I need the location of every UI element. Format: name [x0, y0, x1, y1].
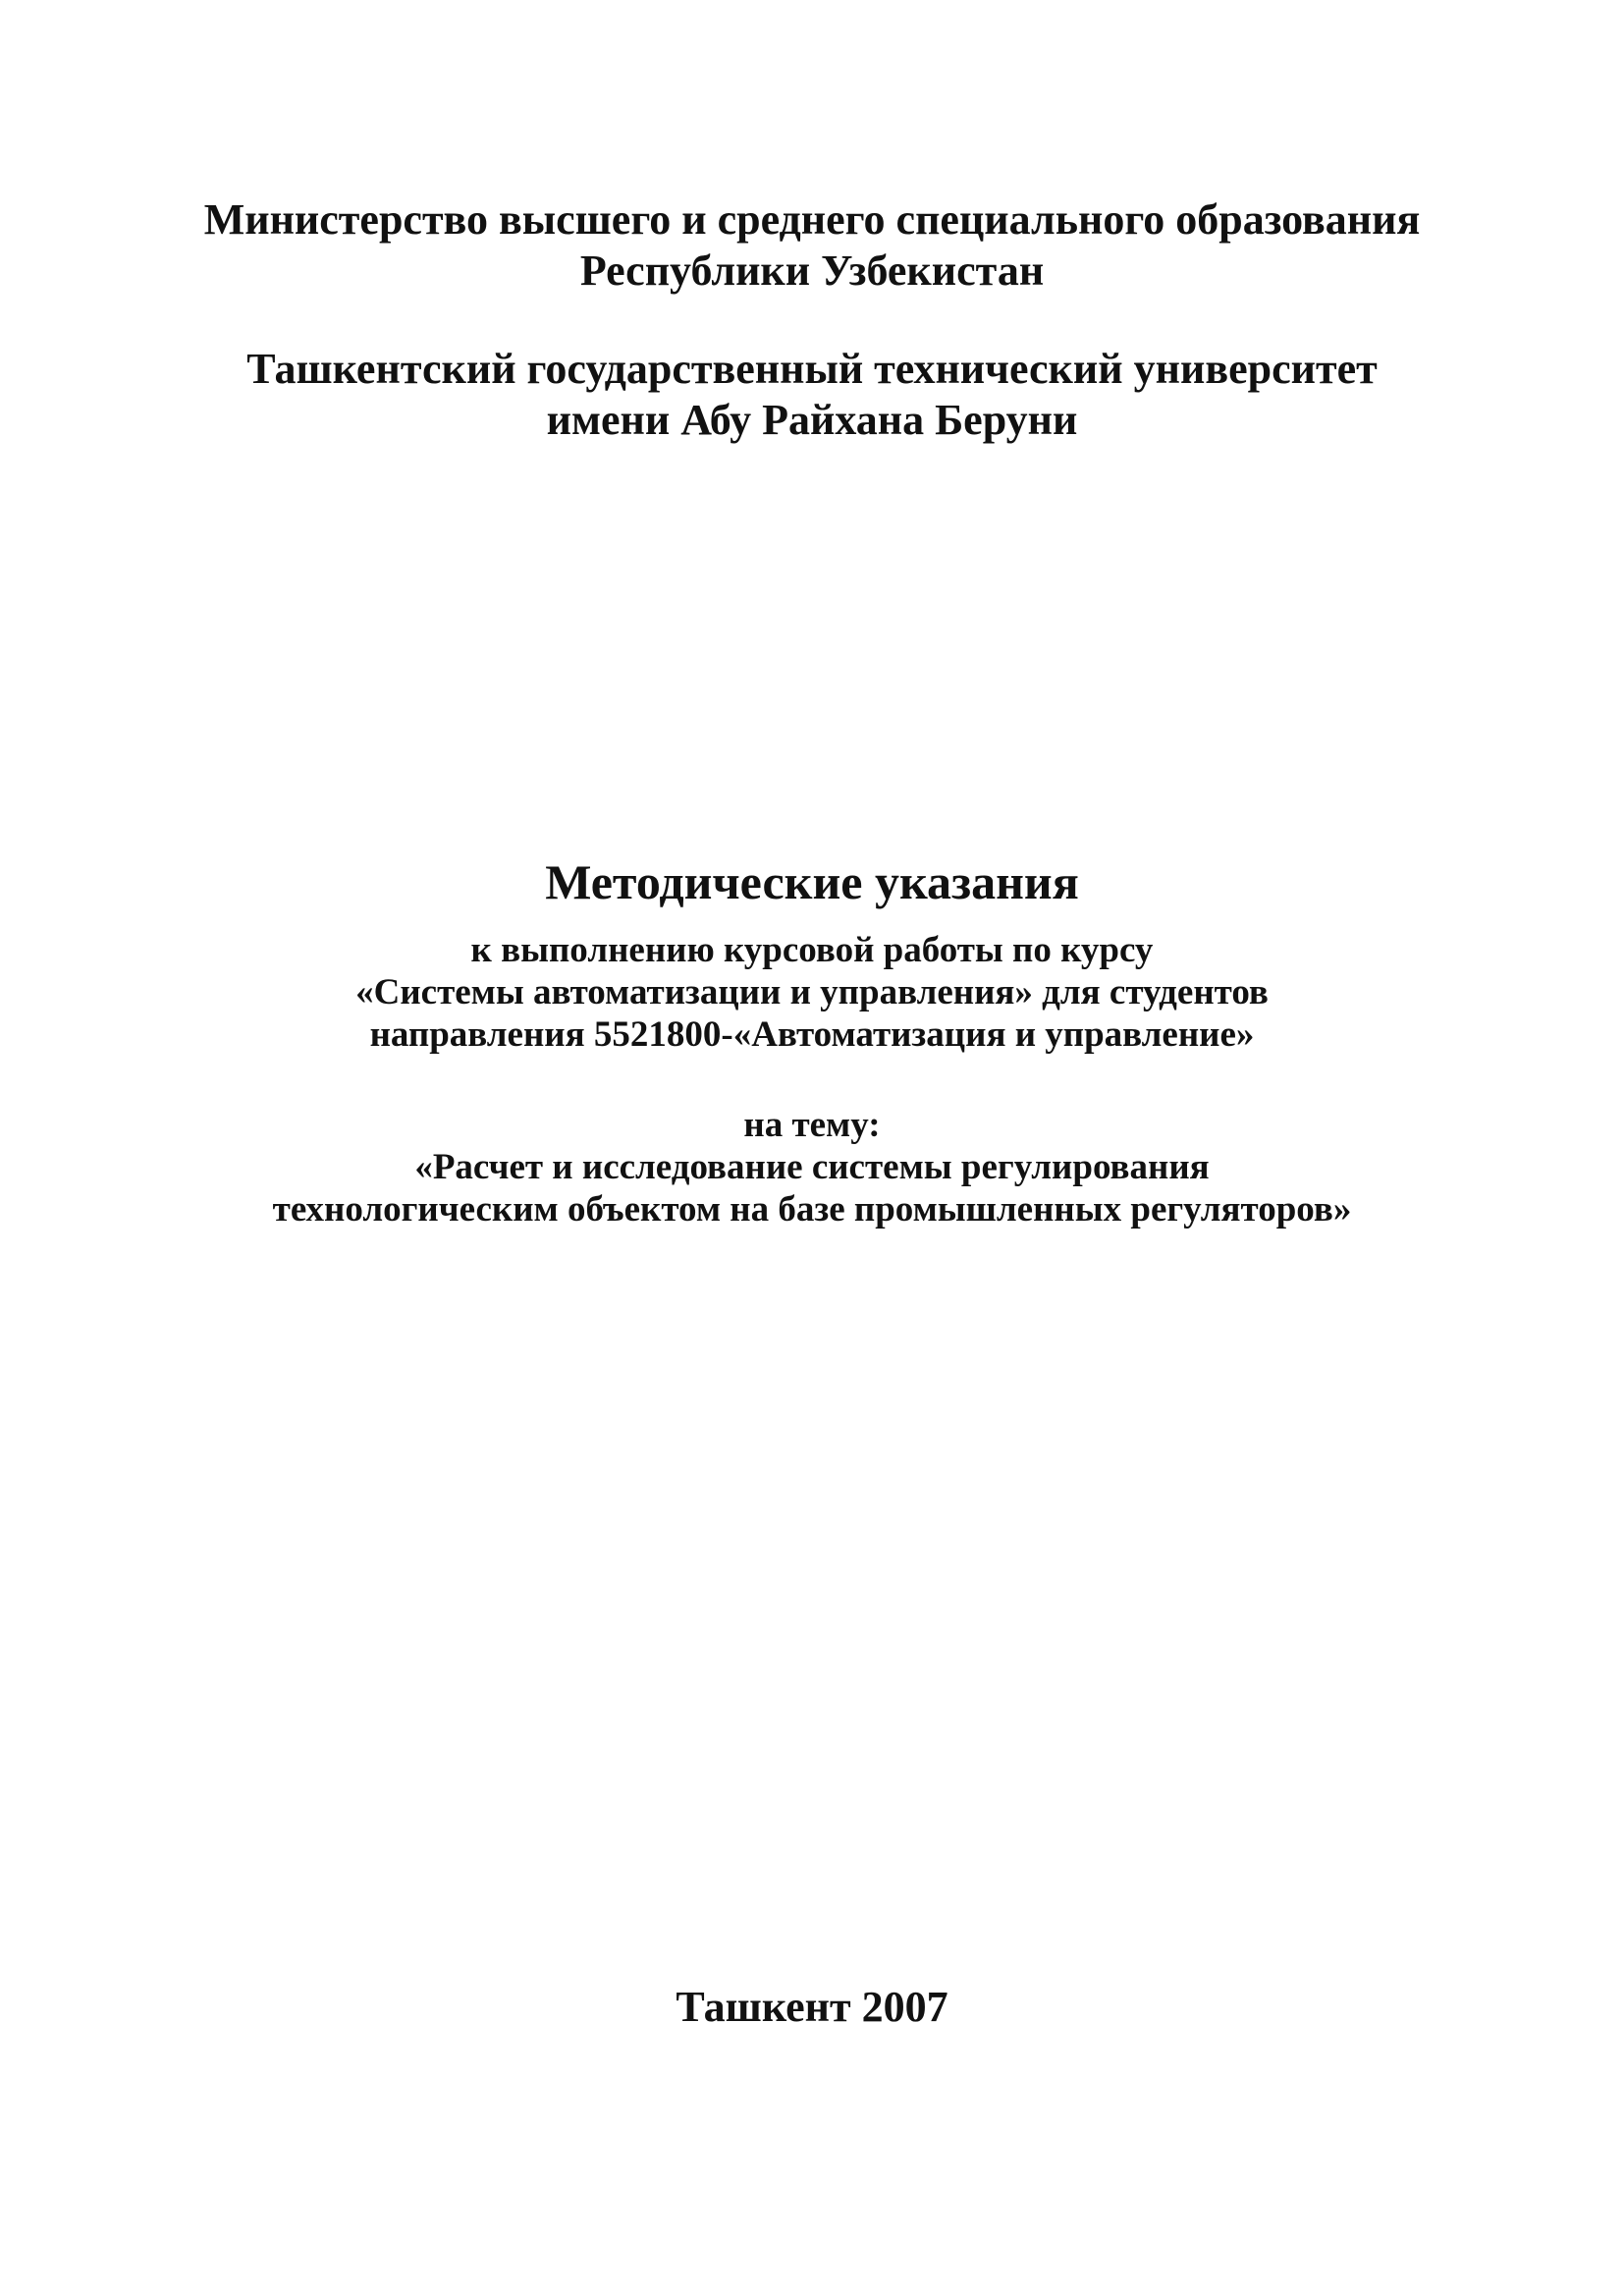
document-title: Методические указания — [545, 854, 1079, 909]
university-line-2: имени Абу Райхана Беруни — [546, 396, 1078, 444]
document-subtitle — [0, 929, 1624, 1056]
topic-line-1: «Расчет и исследование системы регулирования — [414, 1147, 1210, 1187]
ministry-line-1: Министерство высшего и среднего специального образования — [203, 195, 1421, 244]
ministry-line-2: Республики Узбекистан — [579, 246, 1045, 295]
subtitle-line-2: «Системы автоматизации и управления» для студентов — [355, 972, 1269, 1012]
topic-section — [0, 1104, 1624, 1230]
university-line-1: Ташкентский государственный технический университет — [246, 345, 1378, 393]
subtitle-line-1: к выполнению курсовой работы по курсу — [470, 930, 1154, 970]
topic-label: на тему: — [743, 1105, 881, 1145]
ministry-heading — [0, 194, 1624, 297]
place-year: Ташкент 2007 — [676, 1983, 948, 2031]
university-heading — [0, 344, 1624, 446]
topic-line-2: технологическим объектом на базе промышленных регуляторов» — [272, 1189, 1352, 1230]
subtitle-line-3: направления 5521800-«Автоматизация и управление» — [369, 1014, 1255, 1055]
